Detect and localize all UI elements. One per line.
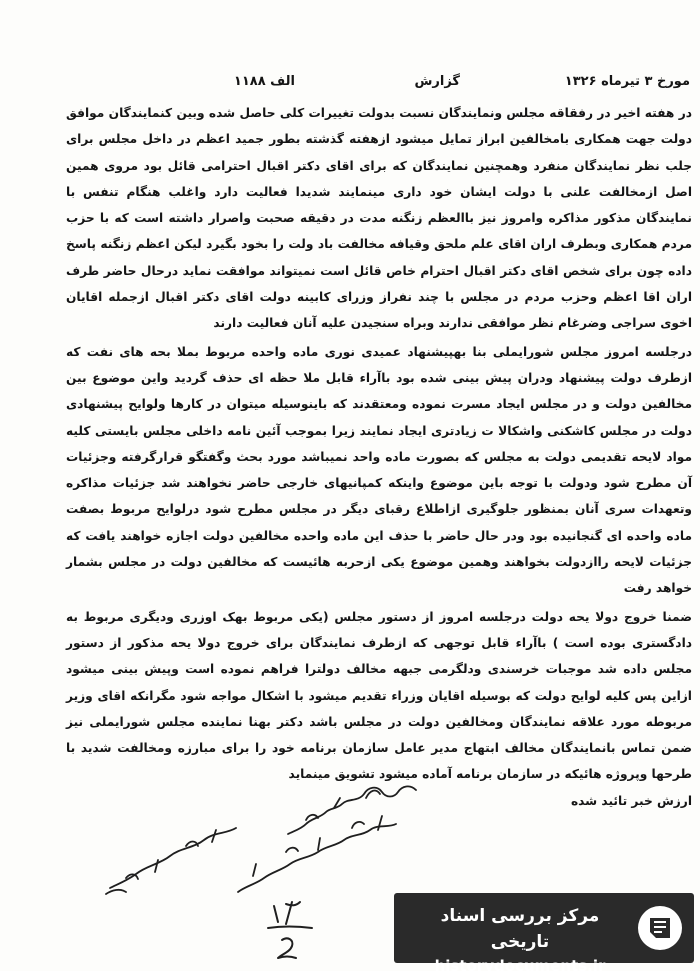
document-header xyxy=(90,74,690,96)
paragraph-1: در هفته اخیر در رفقاقه مجلس ونمایندگان نسبت بدولت تغییرات کلی حاصل شده وبین کنمایندگان موافق دولت جهت همکاری بامخالفین ابراز تمایل میشود ازهفته گذشته بطور جمید اعظم در داخل مجلس برای جلب نظر نمایندگان منفرد وهمچنین نمایندگان که برای اقای دکتر اقبال احترامی قائل بود مروی همین اصل ازمخالفت علنی با دولت ایشان خود داری مینمایند شدیدا فعالیت دارد واغلب هنگام تنفس با نمایندگان مذکور مذاکره وامروز نیز باالعظم زنگنه مدت در دقیقه صحبت واصرار داشته است که با حزب مردم همکاری وبطرف اران اقای علم ملحق وقیافه مخالفت باد ولت را بخود بگیرد لیکن اعظم زنگنه پاسخ داده چون برای شخص اقای دکتر اقبال احترام خاص قائل است نمیتواند موافقت نماید درحال حاضر طرف اران اقا اعظم وحزب مردم در مجلس با چند نفراز وزرای کابینه دولت اقای دکتر اقبال ازجمله اقایان اخوی سراجی وضرغام نظر موافقی ندارند وبراه سنجیدن علیه آنان فعالیت دارند xyxy=(66,106,692,331)
archive-logo-icon xyxy=(636,904,684,952)
archive-name: مرکز بررسی اسناد تاریخی xyxy=(440,906,600,952)
page-number-mark xyxy=(262,896,322,966)
report-title: گزارش xyxy=(414,74,460,89)
handwritten-note xyxy=(66,768,446,908)
report-body xyxy=(66,100,692,814)
archive-url: historydocuments.ir xyxy=(434,957,606,975)
credibility-note: ارزش خبر تائید شده xyxy=(570,793,692,808)
archive-watermark xyxy=(394,893,694,975)
paragraph-3: ضمنا خروج دولا یحه دولت درجلسه امروز از دستور مجلس (یکی مربوط بهک اوزری ودیگری مربوط به دادگستری بوده است ) باآراء قابل توجهی که ازطرف نمایندگان برای خروج دولا یحه مذکور از دستور مجلس داده شد موجبات خرسندی ودلگرمی جبهه مخالف دولترا فراهم نموده است وپیش بینی میشود ازاین پس کلیه لوایح دولت که بوسیله اقایان وزراء تقدیم میشود با اشکال مواجه شود مگرانکه اقای وزیر مربوطه مورد علاقه نمایندگان ومخالفین دولت در مجلس باشد دکتر بهنا نماینده مجلس شورایملی نیز ضمن تماس بانمایندگان مخالف ابتهاج مدیر عامل سازمان برنامه خود را برای مبارزه ومخالفت شدید با طرحها وپروژه هائیکه در سازمان برنامه آماده میشود تشویق مینماید xyxy=(66,609,692,782)
report-date: مورخ ۳ تیرماه ۱۳۲۶ xyxy=(564,74,690,89)
paragraph-2: درجلسه امروز مجلس شورایملی بنا بهپیشنهاد عمیدی نوری ماده واحده مربوط بملا بحه های نفت که ازطرف دولت پیشنهاد ودران پیش بینی شده بود باآراء قابل ملا حظه ای حذف گردید واین موضوع بین مخالفین دولت و در مجلس ایجاد مسرت نموده ومعتقدند که باینوسیله میتوان در کارها ولوایح پیشنهادی دولت در مجلس کاشکنی واشکالا ت زیادتری ایجاد نمایند زیرا بموجب آئین نامه داخلی مجلس بایستی کلیه مواد لایحه تقدیمی دولت به مجلس که بصورت ماده واحد نمیباشد مورد بحث وگفتگو قرارگرفته وجزئیات آن مطرح شود ودولت با توجه باین موضوع واینکه کمپانیهای خارجی حاضر نخواهند شد جزئیات مذاکره وتعهدات سری آنان بمنظور جلوگیری ازاطلاع رقبای دیگر در مجلس مطرح شود درلوایح مربوط بصفت ماده واحده ای گنجانیده بود ودر حال حاضر با حذف این ماده واحده مخالفین دولت اجازه خواهند یافت که جزئیات لایحه راازدولت بخواهند وهمین موضوع یکی ازحربه هائیست که مخالفین دولت در مجلس بشمار خواهد رفت xyxy=(66,344,692,596)
report-number: الف ۱۱۸۸ xyxy=(233,74,295,89)
